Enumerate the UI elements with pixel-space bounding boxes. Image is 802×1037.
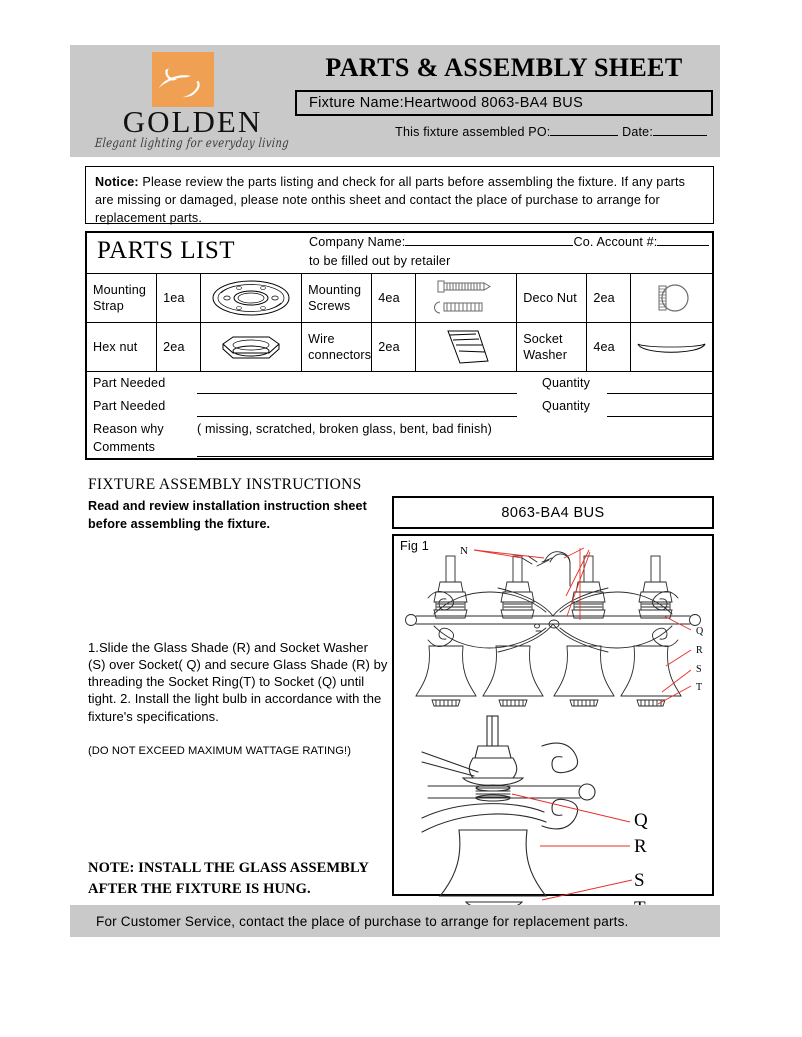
part-qty: 2ea — [587, 274, 631, 322]
part-name: Hex nut — [87, 323, 157, 371]
part-qty: 2ea — [157, 323, 201, 371]
instruction-step-1: 1.Slide the Glass Shade (R) and Socket Washer (S) over Socket( Q) and secure Glass Shade (R) by threading the Socket Ring(T) to Socket (Q) until tight. — [88, 640, 388, 707]
callout-r-detail: R — [634, 836, 647, 857]
figure-label: Fig 1 — [400, 539, 429, 553]
page-title: PARTS & ASSEMBLY SHEET — [325, 53, 683, 82]
company-name-blank — [405, 245, 573, 246]
golden-swoosh-icon — [152, 52, 214, 107]
fixture-name-value: Heartwood 8063-BA4 BUS — [403, 95, 584, 111]
callout-t-top: T — [696, 682, 703, 693]
instructions-caution: (DO NOT EXCEED MAXIMUM WATTAGE RATING!) — [88, 745, 351, 757]
socket-washer-icon — [631, 323, 712, 371]
notice-label: Notice: — [95, 175, 139, 189]
part-name: Deco Nut — [517, 274, 587, 322]
logo-wordmark: GOLDEN — [122, 104, 263, 139]
golden-logo — [90, 50, 295, 154]
instructions-steps — [88, 639, 388, 725]
table-row — [87, 323, 712, 372]
account-blank — [657, 245, 709, 246]
instructions-read-review: Read and review installation instruction sheet before assembling the fixture. — [88, 499, 367, 532]
part-needed-label-2: Part Needed — [93, 399, 166, 413]
instructions-heading: FIXTURE ASSEMBLY INSTRUCTIONS — [88, 476, 362, 493]
fixture-name-label: Fixture Name: — [309, 95, 404, 111]
quantity-input-2[interactable] — [607, 416, 712, 417]
callout-r-top: R — [696, 645, 703, 656]
callout-q-top: Q — [696, 626, 704, 637]
instructions-note: NOTE: INSTALL THE GLASS ASSEMBLY AFTER THE FIXTURE IS HUNG. — [88, 860, 369, 898]
header-band — [70, 45, 720, 157]
wire-connector-icon — [416, 323, 517, 371]
part-qty: 1ea — [157, 274, 201, 322]
callout-s-top: S — [696, 664, 702, 675]
comments-label: Comments — [93, 440, 156, 454]
retailer-note: to be filled out by retailer — [309, 254, 451, 268]
comments-input[interactable] — [197, 456, 712, 457]
assembled-po-label: This fixture assembled PO: — [395, 125, 551, 139]
notice-box — [85, 166, 714, 224]
part-name: Mounting Strap — [87, 274, 157, 322]
parts-list-table — [85, 231, 714, 460]
parts-list-header — [87, 233, 712, 274]
part-name: Mounting Screws — [302, 274, 372, 322]
footer-band — [70, 905, 720, 937]
logo-tagline: Elegant lighting for everyday living — [94, 137, 290, 151]
replacement-request-form — [87, 372, 712, 460]
model-number-box: 8063-BA4 BUS — [392, 496, 714, 529]
part-needed-label-1: Part Needed — [93, 376, 166, 390]
hex-nut-icon — [201, 323, 302, 371]
quantity-label-2: Quantity — [542, 399, 591, 413]
part-needed-input-2[interactable] — [197, 416, 517, 417]
table-row — [87, 274, 712, 323]
quantity-input-1[interactable] — [607, 393, 712, 394]
callout-s-detail: S — [634, 870, 645, 891]
callout-q-detail: Q — [634, 810, 648, 831]
company-name-label: Company Name: — [309, 235, 406, 249]
notice-text: Please review the parts listing and check for all parts before assembling the fixture. If any parts are missing or damaged, please note onthis sheet and contact the place of purchase to arrange for replacement parts. — [95, 175, 686, 226]
part-needed-input-1[interactable] — [197, 393, 517, 394]
assembled-po-line — [295, 125, 713, 139]
instruction-step-2: 2. Install the light bulb in accordance with the fixture's specifications. — [88, 691, 382, 724]
company-name-line — [309, 235, 709, 249]
account-label: Co. Account #: — [573, 235, 658, 249]
reason-why-label: Reason why — [93, 422, 164, 436]
part-name: Socket Washer — [517, 323, 587, 371]
deco-nut-icon — [631, 274, 712, 322]
footer-text: For Customer Service, contact the place of purchase to arrange for replacement parts. — [96, 913, 629, 929]
date-blank — [653, 135, 707, 136]
part-qty: 2ea — [372, 323, 416, 371]
callout-n: N — [460, 545, 468, 557]
fixture-name-field — [295, 90, 713, 116]
mounting-strap-icon — [201, 274, 302, 322]
date-label: Date: — [622, 125, 653, 139]
mounting-screws-icon — [416, 274, 517, 322]
po-blank — [550, 135, 618, 136]
quantity-label-1: Quantity — [542, 376, 591, 390]
part-name: Wire connectors — [302, 323, 372, 371]
part-qty: 4ea — [587, 323, 631, 371]
part-qty: 4ea — [372, 274, 416, 322]
figure-panel — [392, 534, 714, 896]
parts-list-title: PARTS LIST — [97, 237, 236, 264]
chandelier-diagram — [394, 536, 712, 894]
reason-hint: ( missing, scratched, broken glass, bent, bad finish) — [197, 422, 492, 436]
